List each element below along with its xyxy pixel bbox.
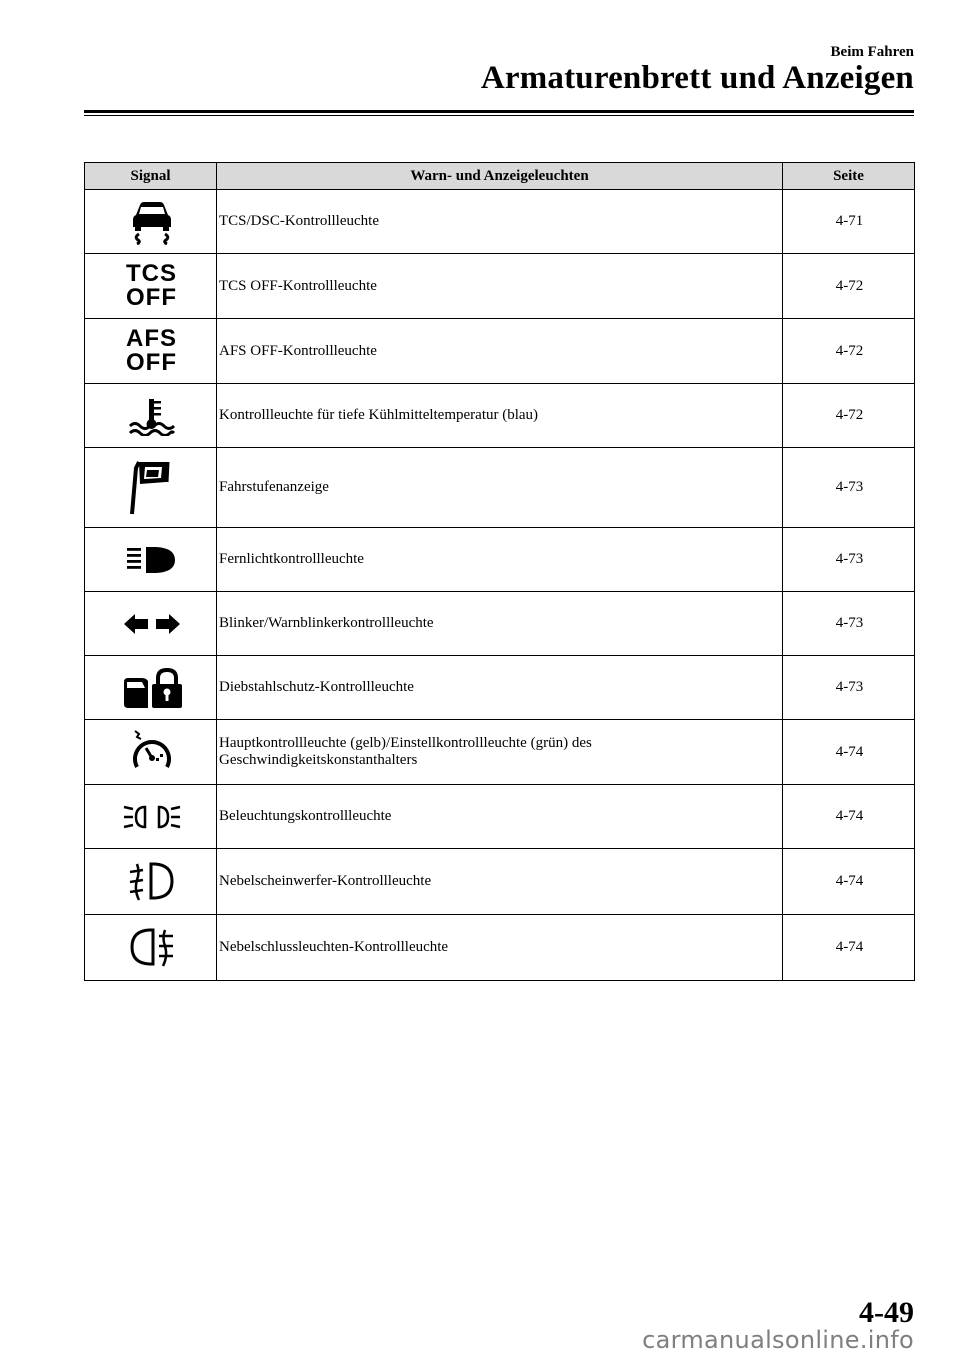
table-row [85,528,915,592]
table-row [85,849,915,915]
light-label: Fernlichtkontrollleuchte [217,528,783,592]
light-label: TCS OFF-Kontrollleuchte [217,254,783,319]
light-label: Diebstahlschutz-Kontrollleuchte [217,656,783,720]
tcs-off-icon-line1: TCS [126,260,177,287]
page-number: 4-49 [859,1296,914,1329]
cruise-control-icon [87,729,216,775]
table-row [85,785,915,849]
page-reference: 4-72 [783,319,915,384]
light-label: AFS OFF-Kontrollleuchte [217,319,783,384]
page-reference: 4-73 [783,448,915,528]
table-row [85,254,915,319]
page-reference: 4-72 [783,384,915,448]
table-row [85,915,915,981]
page-reference: 4-73 [783,656,915,720]
watermark: carmanualsonline.info [642,1326,914,1354]
front-fog-icon [87,860,216,904]
table-row [85,319,915,384]
column-header-signal: Signal [85,163,217,190]
table-row [85,592,915,656]
table-row [85,656,915,720]
security-lock-icon [87,666,216,710]
afs-off-icon-line1: AFS [126,325,177,352]
page-reference: 4-74 [783,785,915,849]
lights-on-icon [87,802,216,832]
tcs-dsc-icon [87,199,216,245]
page-reference: 4-74 [783,915,915,981]
header-rule-thin [84,115,914,116]
light-label: Fahrstufenanzeige [217,448,783,528]
page-title: Armaturenbrett und Anzeigen [480,60,914,96]
page-reference: 4-73 [783,528,915,592]
rear-fog-icon [87,926,216,970]
light-label: Nebelscheinwerfer-Kontrollleuchte [217,849,783,915]
table-row [85,190,915,254]
light-label: Nebelschlussleuchten-Kontrollleuchte [217,915,783,981]
light-label: Beleuchtungskontrollleuchte [217,785,783,849]
column-header-page: Seite [783,163,915,190]
light-label: Kontrollleuchte für tiefe Kühlmitteltemperatur (blau) [217,384,783,448]
table-header-row [85,163,915,190]
gear-position-icon [87,458,216,518]
table-row [85,448,915,528]
coolant-temperature-icon [87,396,216,436]
light-label: Blinker/Warnblinkerkontrollleuchte [217,592,783,656]
warning-lights-table [84,162,915,981]
light-label: TCS/DSC-Kontrollleuchte [217,190,783,254]
page-reference: 4-73 [783,592,915,656]
page-reference: 4-74 [783,849,915,915]
table-row [85,720,915,785]
afs-off-icon [87,327,216,375]
turn-signal-icon [87,612,216,636]
page-reference: 4-72 [783,254,915,319]
table-row [85,384,915,448]
tcs-off-icon [87,262,216,310]
column-header-lights: Warn- und Anzeigeleuchten [217,163,783,190]
section-title: Beim Fahren [830,44,914,60]
high-beam-icon [87,545,216,575]
header-rule [84,110,914,113]
light-label: Hauptkontrollleuchte (gelb)/Einstellkontrollleuchte (grün) des Geschwindigkeitskonstanthalters [217,720,783,785]
page-reference: 4-71 [783,190,915,254]
tcs-off-icon-line2: OFF [126,284,177,311]
afs-off-icon-line2: OFF [126,349,177,376]
page-reference: 4-74 [783,720,915,785]
